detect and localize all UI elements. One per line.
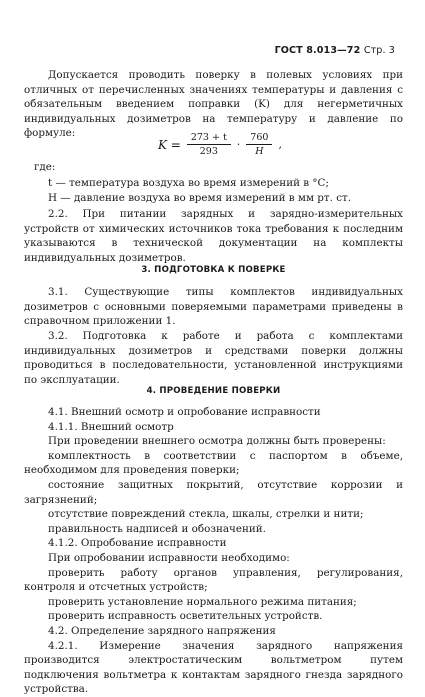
paragraph-2-2: 2.2. При питании зарядных и зарядно-измерительных устройств от химических источников тока требования к последним указываются в технической документации на комплекты индивидуальных дозиметров. [24, 208, 403, 264]
line-inspection-intro: При проведении внешнего осмотра должны быть проверены: [48, 435, 386, 448]
page-header [275, 45, 395, 56]
section-4-body [24, 405, 403, 697]
line-damage: отсутствие повреждений стекла, шкалы, стрелки и нити; [48, 508, 364, 521]
line-lighting: проверить исправность осветительных устройств. [48, 610, 323, 623]
paragraph-intro: Допускается проводить поверку в полевых условиях при отличных от перечисленных значениях температуры и давления с обязательным введением поправки (K) для негерметичных индивидуальных дозиметров на температуру и давление по формуле: [24, 69, 403, 140]
line-4-2-1: 4.2.1. Измерение значения зарядного напряжения производится электростатическим вольтметром путем подключения вольтметра к контактам зарядного гнезда зарядного устройства. [24, 639, 403, 696]
section-4-heading: 4. ПРОВЕДЕНИЕ ПОВЕРКИ [146, 386, 281, 396]
fraction-pressure [246, 132, 272, 157]
fraction-denominator: H [255, 146, 264, 157]
line-4-1-2: 4.1.2. Опробование исправности [48, 537, 227, 550]
line-coatings: состояние защитных покрытий, отсутствие коррозии и загрязнений; [24, 478, 403, 506]
standard-code: ГОСТ 8.013—72 [274, 45, 361, 56]
fraction-denominator: 293 [199, 146, 218, 157]
line-completeness: комплектность в соответствии с паспортом в объеме, необходимом для проведения поверки; [24, 449, 403, 477]
formula-lhs: K = [158, 137, 181, 152]
line-power: проверить установление нормального режима питания; [48, 595, 357, 608]
line-4-2: 4.2. Определение зарядного напряжения [48, 624, 276, 637]
correction-formula [158, 132, 282, 157]
paragraph-3-2: 3.2. Подготовка к работе и работа с комплектами индивидуальных дозиметров и средствами поверки должны проводиться в последовательности, установленной инструкциями по эксплуатации. [24, 330, 403, 386]
paragraph-3-1: 3.1. Существующие типы комплектов индивидуальных дозиметров с основными поверяемыми параметрами приведены в справочном приложении 1. [24, 286, 403, 328]
page-number: Стр. 3 [363, 45, 395, 56]
fraction-temperature [187, 132, 231, 157]
multiply-sign: · [236, 138, 241, 151]
formula-comma: , [278, 138, 282, 151]
fraction-numerator: 760 [246, 132, 272, 145]
section-3-heading: 3. ПОДГОТОВКА К ПОВЕРКЕ [141, 265, 286, 275]
definitions [24, 176, 403, 205]
line-4-1: 4.1. Внешний осмотр и опробование исправности [48, 406, 321, 418]
line-4-1-1: 4.1.1. Внешний осмотр [48, 420, 174, 433]
line-labels: правильность надписей и обозначений. [48, 522, 266, 535]
definition-h: H — давление воздуха во время измерений в мм рт. ст. [48, 191, 352, 204]
fraction-numerator: 273 + t [187, 132, 231, 145]
line-controls: проверить работу органов управления, регулирования, контроля и отсчетных устройств; [24, 566, 403, 594]
where-label: где: [34, 161, 56, 173]
definition-t: t — температура воздуха во время измерений в °С; [48, 177, 329, 189]
line-testing-intro: При опробовании исправности необходимо: [48, 551, 290, 564]
